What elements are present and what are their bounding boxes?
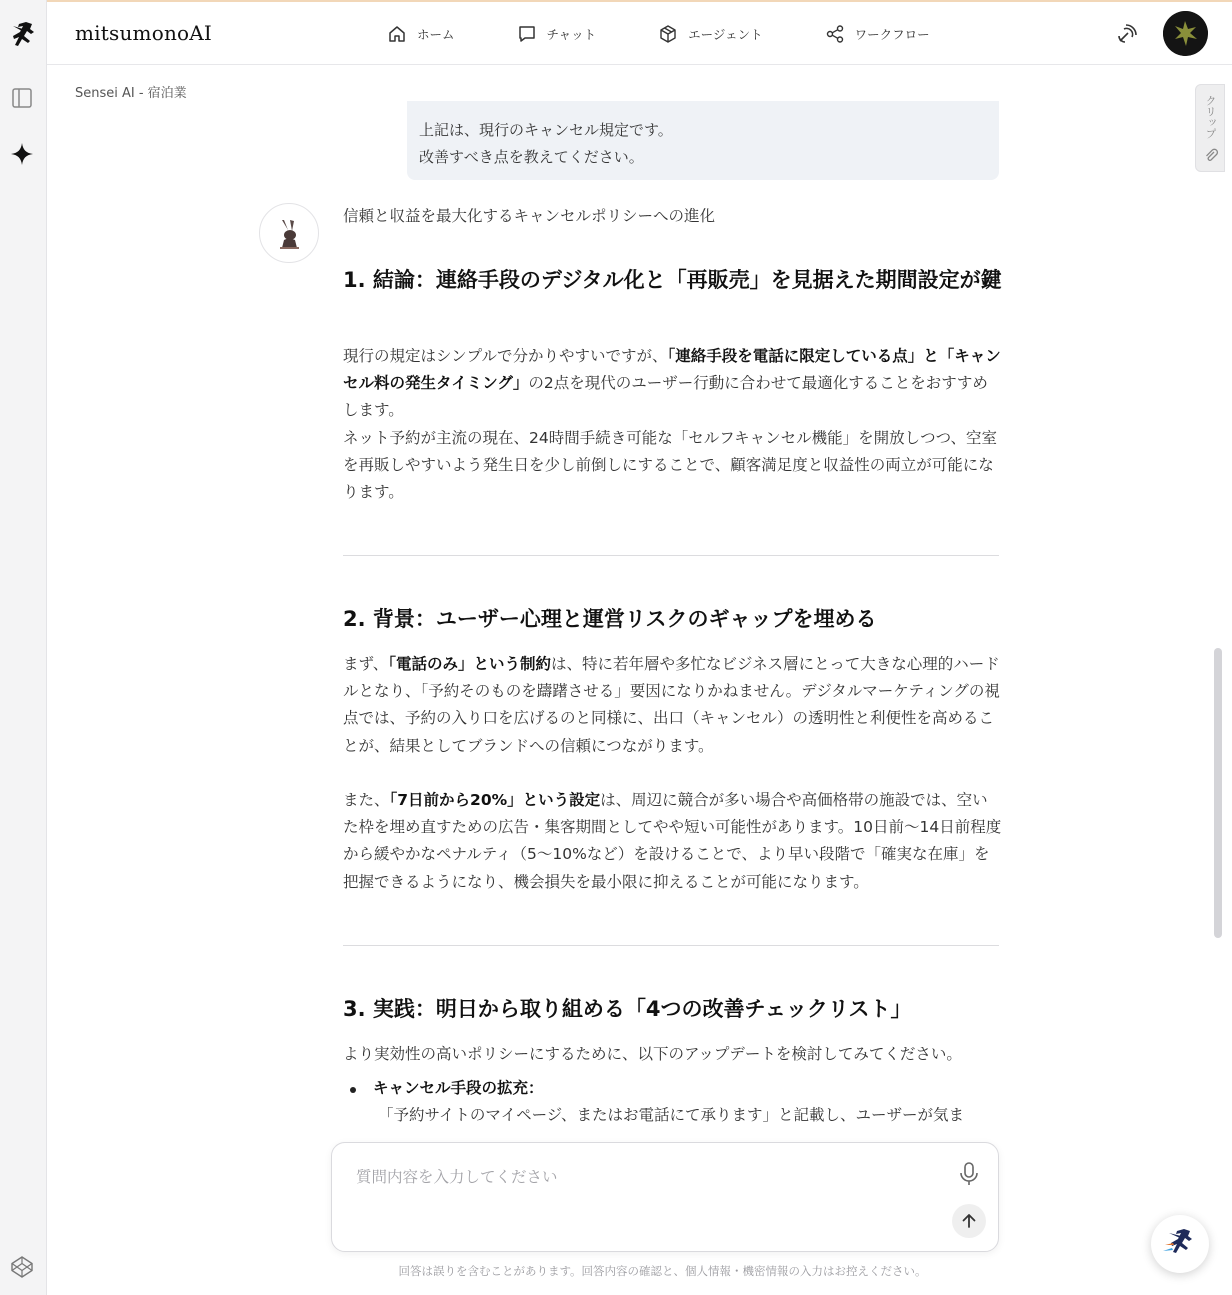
list-item-1-text: 「予約サイトのマイページ、またはお電話にて承ります」と記載し、ユーザーが気ま bbox=[378, 1106, 965, 1124]
s1-p1-c: の2点を現代のユーザー行動に合わせて最適化することをおすすめします。 bbox=[343, 374, 988, 420]
s2-p1-a: まず、 bbox=[343, 655, 389, 673]
top-header bbox=[47, 2, 1232, 65]
home-icon bbox=[387, 24, 407, 44]
ai-avatar bbox=[259, 203, 319, 263]
s1-p1-b: 「連絡手段を電話に限定している点」と「キャンセル料の発生タイミング」 bbox=[343, 347, 1001, 393]
s2-p2-c: は、周辺に競合が多い場合や高価格帯の施設では、空いた枠を埋め直すための広告・集客期間としてやや短い可能性があります。10日前〜14日前程度から緩やかなペナルティ（5〜10%など）を設けることで、より早い段階で「確実な在庫」を把握できるようになり、機会損失を最小限に抑えることが可能になります。 bbox=[343, 791, 1002, 891]
sensei-rabbit-icon bbox=[260, 204, 318, 262]
user-avatar[interactable] bbox=[1163, 11, 1208, 56]
s2-p2-a: また、 bbox=[343, 791, 390, 809]
send-button[interactable] bbox=[952, 1204, 986, 1238]
divider-2 bbox=[343, 945, 999, 946]
chat-icon bbox=[517, 24, 537, 44]
list-item-1-title: キャンセル手段の拡充： bbox=[373, 1079, 544, 1097]
arrow-up-icon bbox=[960, 1212, 978, 1230]
section-1-para-2: ネット予約が主流の現在、24時間手続き可能な「セルフキャンセル機能」を開放しつつ、空室を再販しやすいよう発生日を少し前倒しにすることで、顧客満足度と収益性の両立が可能になります。 bbox=[343, 429, 997, 502]
section-3-heading: 3. 実践：明日から取り組める「4つの改善チェックリスト」 bbox=[343, 997, 912, 1021]
section-2-para-1 bbox=[343, 651, 1003, 760]
breadcrumb[interactable]: Sensei AI - 宿泊業 bbox=[75, 86, 187, 101]
section-3-para-1: より実効性の高いポリシーにするために、以下のアップデートを検討してみてください。 bbox=[343, 1045, 962, 1063]
section-2-para-2 bbox=[343, 787, 1003, 896]
clip-tab[interactable] bbox=[1195, 84, 1225, 172]
user-message-line2: 改善すべき点を教えてください。 bbox=[419, 148, 644, 166]
user-message-bubble bbox=[407, 101, 999, 180]
nav-agent-label: エージェント bbox=[688, 26, 763, 42]
clip-tab-label: クリップ bbox=[1204, 95, 1217, 139]
nav-workflow-label: ワークフロー bbox=[854, 26, 930, 42]
s2-p1-b: 「電話のみ」という制約 bbox=[388, 655, 552, 673]
sparkle-icon[interactable] bbox=[10, 142, 34, 166]
section-1-heading: 1. 結論：連絡手段のデジタル化と「再販売」を見据えた期間設定が鍵 bbox=[343, 268, 1002, 292]
main-nav bbox=[387, 2, 992, 65]
box-icon bbox=[658, 24, 678, 44]
nav-agent[interactable] bbox=[658, 24, 763, 44]
share-icon bbox=[825, 24, 845, 44]
sidebar-toggle-icon[interactable] bbox=[11, 87, 33, 109]
ninja-runner-icon bbox=[1151, 1215, 1209, 1273]
s2-p1-c: は、特に若年層や多忙なビジネス層にとって大きな心理的ハードルとなり、「予約そのものを躊躇させる」要因になりかねません。デジタルマーケティングの視点では、予約の入り口を広げるのと同様に、出口（キャンセル）の透明性と利便性を高めることが、結果としてブランドへの信頼につながります。 bbox=[343, 655, 1000, 755]
disclaimer-text: 回答は誤りを含むことがあります。回答内容の確認と、個人情報・機密情報の入力はお控えください。 bbox=[398, 1264, 927, 1278]
s2-p2-b: 「7日前から20%」という設定 bbox=[389, 791, 601, 809]
nav-home[interactable] bbox=[387, 24, 455, 44]
assistant-fab-button[interactable] bbox=[1151, 1215, 1209, 1273]
brand-name[interactable]: mitsumonoAI bbox=[75, 21, 213, 45]
ai-intro: 信頼と収益を最大化するキャンセルポリシーへの進化 bbox=[343, 207, 716, 225]
avatar-image-icon bbox=[1163, 11, 1208, 56]
mic-icon[interactable] bbox=[957, 1161, 981, 1187]
list-bullet bbox=[350, 1087, 356, 1093]
user-message-line1: 上記は、現行のキャンセル規定です。 bbox=[419, 121, 673, 139]
s1-p1-a: 現行の規定はシンプルで分かりやすいですが、 bbox=[343, 347, 668, 365]
divider-1 bbox=[343, 555, 999, 556]
left-rail bbox=[0, 0, 47, 1295]
chat-composer[interactable] bbox=[331, 1142, 999, 1252]
ninja-logo-icon[interactable] bbox=[6, 18, 40, 58]
section-2-heading: 2. 背景：ユーザー心理と運営リスクのギャップを埋める bbox=[343, 607, 877, 631]
chat-input-placeholder[interactable]: 質問内容を入力してください bbox=[356, 1168, 558, 1186]
nav-home-label: ホーム bbox=[417, 26, 455, 42]
scrollbar-thumb[interactable] bbox=[1214, 648, 1222, 938]
section-1-para-1 bbox=[343, 343, 1003, 425]
paperclip-icon bbox=[1203, 147, 1219, 163]
broadcast-icon[interactable] bbox=[1115, 22, 1139, 46]
nav-workflow[interactable] bbox=[825, 24, 930, 44]
nav-chat-label: チャット bbox=[546, 26, 597, 42]
nav-chat[interactable] bbox=[517, 24, 597, 44]
